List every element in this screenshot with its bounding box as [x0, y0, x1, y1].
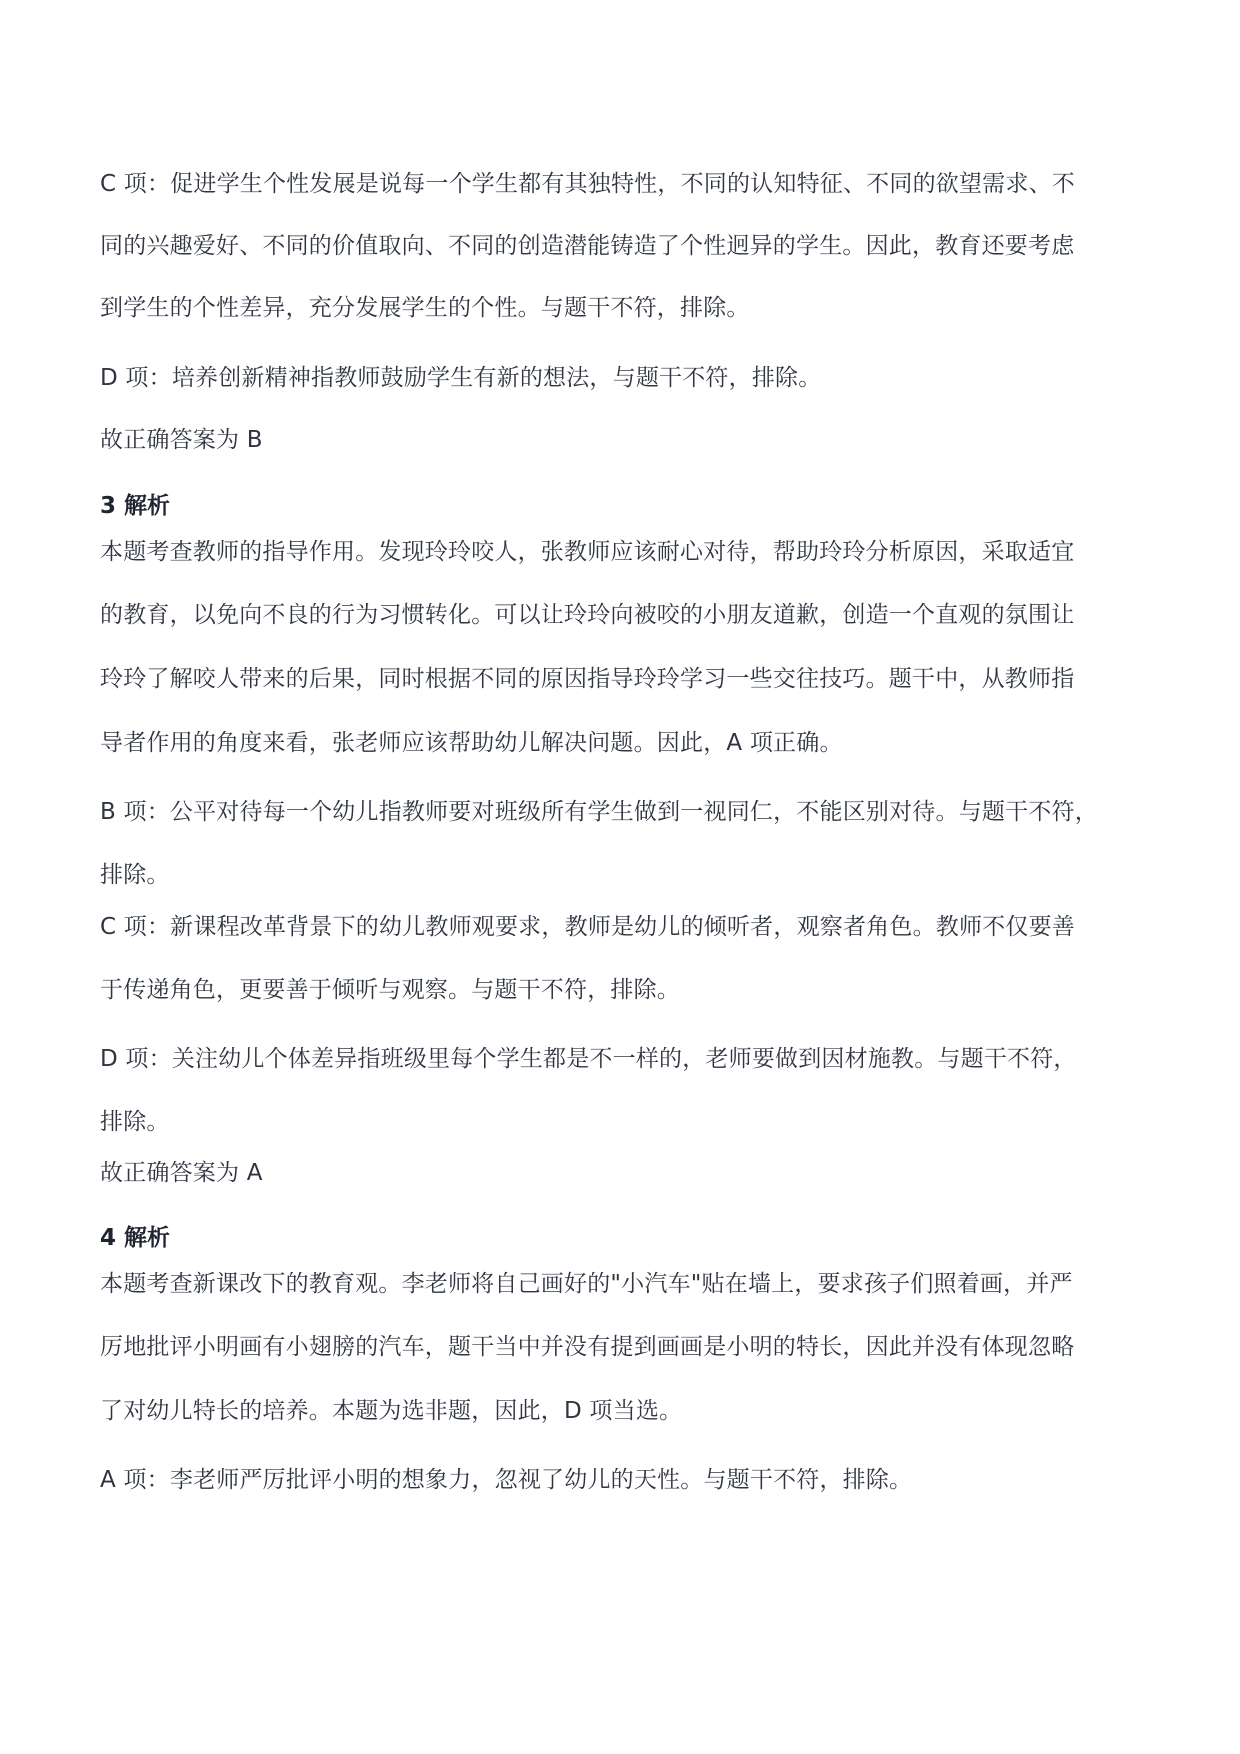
paragraph-line: C 项：促进学生个性发展是说每一个学生都有其独特性，不同的认知特征、不同的欲望需求、不 — [100, 171, 1075, 197]
paragraph-line: 同的兴趣爱好、不同的价值取向、不同的创造潜能铸造了个性迥异的学生。因此，教育还要考虑 — [100, 233, 1075, 259]
section-heading: 4 解析 — [100, 1225, 171, 1251]
answer-line: 故正确答案为 B — [100, 427, 263, 453]
paragraph-line: 到学生的个性差异，充分发展学生的个性。与题干不符，排除。 — [100, 295, 750, 321]
paragraph-line: 本题考查教师的指导作用。发现玲玲咬人，张教师应该耐心对待，帮助玲玲分析原因，采取适宜 — [100, 539, 1075, 565]
paragraph-line: 玲玲了解咬人带来的后果，同时根据不同的原因指导玲玲学习一些交往技巧。题干中，从教师指 — [100, 666, 1075, 692]
paragraph-line: A 项：李老师严厉批评小明的想象力，忽视了幼儿的天性。与题干不符，排除。 — [100, 1467, 913, 1493]
paragraph-line: 厉地批评小明画有小翅膀的汽车，题干当中并没有提到画画是小明的特长，因此并没有体现忽略 — [100, 1334, 1075, 1360]
paragraph-line: 导者作用的角度来看，张老师应该帮助幼儿解决问题。因此，A 项正确。 — [100, 730, 843, 756]
paragraph-line: 于传递角色，更要善于倾听与观察。与题干不符，排除。 — [100, 977, 680, 1003]
paragraph-line: C 项：新课程改革背景下的幼儿教师观要求，教师是幼儿的倾听者，观察者角色。教师不仅要善 — [100, 914, 1075, 940]
paragraph-line: 排除。 — [100, 862, 170, 888]
paragraph-line: 排除。 — [100, 1109, 170, 1135]
paragraph-line: D 项：培养创新精神指教师鼓励学生有新的想法，与题干不符，排除。 — [100, 365, 822, 391]
answer-line: 故正确答案为 A — [100, 1160, 263, 1186]
paragraph-line: 了对幼儿特长的培养。本题为选非题，因此，D 项当选。 — [100, 1398, 683, 1424]
paragraph-line: 的教育，以免向不良的行为习惯转化。可以让玲玲向被咬的小朋友道歉，创造一个直观的氛围让 — [100, 602, 1075, 628]
paragraph-line: B 项：公平对待每一个幼儿指教师要对班级所有学生做到一视同仁，不能区别对待。与题干不符， — [100, 799, 1098, 825]
section-heading: 3 解析 — [100, 493, 171, 519]
paragraph-line: D 项：关注幼儿个体差异指班级里每个学生都是不一样的，老师要做到因材施教。与题干不符， — [100, 1046, 1077, 1072]
paragraph-line: 本题考查新课改下的教育观。李老师将自己画好的"小汽车"贴在墙上，要求孩子们照着画，并严 — [100, 1271, 1073, 1297]
